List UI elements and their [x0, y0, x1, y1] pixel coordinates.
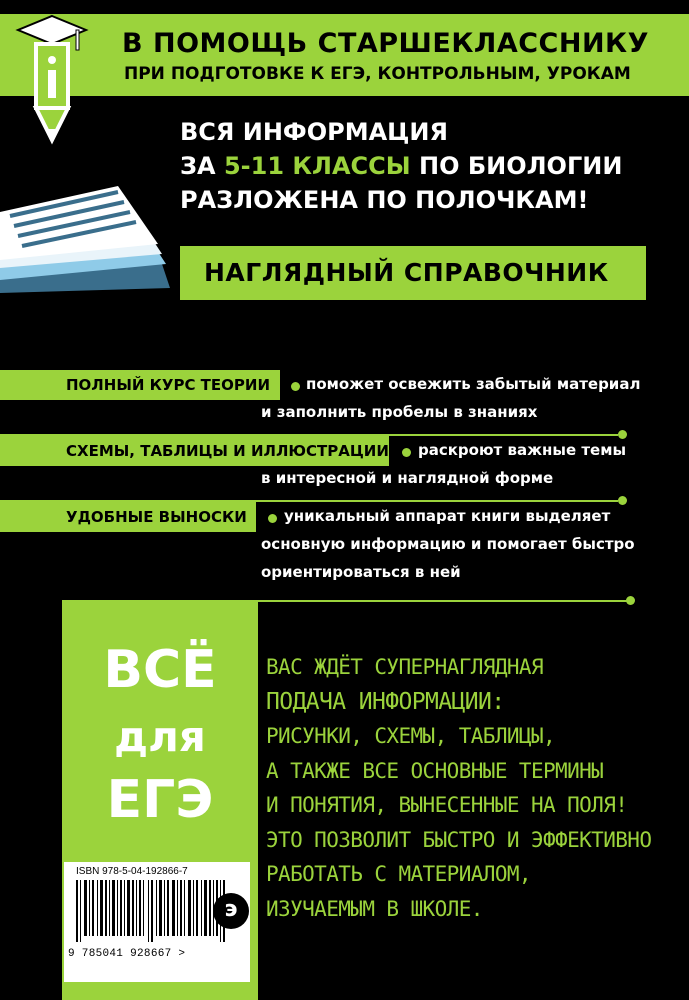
feature-text-2a: раскроют важные темы: [418, 441, 627, 459]
promo-line: РАБОТАТЬ С МАТЕРИАЛОМ,: [266, 862, 531, 886]
divider-end-dot: [626, 596, 635, 605]
series-subtitle: ПРИ ПОДГОТОВКЕ К ЕГЭ, КОНТРОЛЬНЫМ, УРОКАМ: [124, 64, 631, 84]
barcode-digits: 9 785041 928667 >: [68, 948, 186, 960]
headline-line-1: ВСЯ ИНФОРМАЦИЯ: [180, 118, 448, 146]
feature-text-1b: и заполнить пробелы в знаниях: [261, 403, 538, 421]
feature-label-theory: ПОЛНЫЙ КУРС ТЕОРИИ: [66, 376, 271, 394]
headline-line-3: РАЗЛОЖЕНА ПО ПОЛОЧКАМ!: [180, 186, 589, 214]
ege-word-all: ВСЁ: [103, 640, 217, 700]
bullet-dot: [268, 514, 277, 523]
bullet-dot: [402, 448, 411, 457]
feature-text-3c: ориентироваться в ней: [261, 563, 461, 581]
promo-line: ВАС ЖДЁТ СУПЕРНАГЛЯДНАЯ: [266, 655, 543, 679]
isbn-text: ISBN 978-5-04-192866-7: [76, 866, 188, 877]
feature-text-3a: уникальный аппарат книги выделяет: [284, 507, 611, 525]
divider-3: [258, 600, 628, 602]
promo-text: [266, 650, 651, 926]
feature-text-3b: основную информацию и помогает быстро: [261, 535, 635, 553]
feature-label-schemes: СХЕМЫ, ТАБЛИЦЫ И ИЛЛЮСТРАЦИИ: [66, 442, 389, 460]
ege-word-for: для: [114, 712, 206, 761]
grades-accent: 5-11 КЛАССЫ: [223, 152, 411, 180]
open-book-illustration: [0, 168, 180, 293]
headline-line-2: ЗА 5-11 КЛАССЫ ПО БИОЛОГИИ: [180, 152, 623, 180]
reference-label: НАГЛЯДНЫЙ СПРАВОЧНИК: [204, 258, 609, 287]
promo-line: РИСУНКИ, СХЕМЫ, ТАБЛИЦЫ,: [266, 724, 556, 748]
headline: [180, 115, 622, 217]
ege-word-exam: ЕГЭ: [106, 770, 214, 830]
promo-line: ПОДАЧА ИНФОРМАЦИИ:: [266, 688, 505, 715]
series-title: В ПОМОЩЬ СТАРШЕКЛАССНИКУ: [122, 28, 649, 59]
promo-line: И ПОНЯТИЯ, ВЫНЕСЕННЫЕ НА ПОЛЯ!: [266, 793, 628, 817]
divider-end-dot: [618, 496, 627, 505]
publisher-logo: э: [213, 893, 249, 929]
promo-line: ИЗУЧАЕМЫМ В ШКОЛЕ.: [266, 896, 483, 921]
bullet-dot: [291, 382, 300, 391]
promo-line: ЭТО ПОЗВОЛИТ БЫСТРО И ЭФФЕКТИВНО: [266, 827, 652, 852]
promo-line: А ТАКЖЕ ВСЕ ОСНОВНЫЕ ТЕРМИНЫ: [266, 758, 604, 783]
feature-text-2b: в интересной и наглядной форме: [261, 469, 554, 487]
barcode: [76, 880, 236, 942]
feature-label-callouts: УДОБНЫЕ ВЫНОСКИ: [66, 508, 247, 526]
feature-text-1a: поможет освежить забытый материал: [306, 375, 641, 393]
graduation-pencil-icon: [14, 10, 90, 150]
